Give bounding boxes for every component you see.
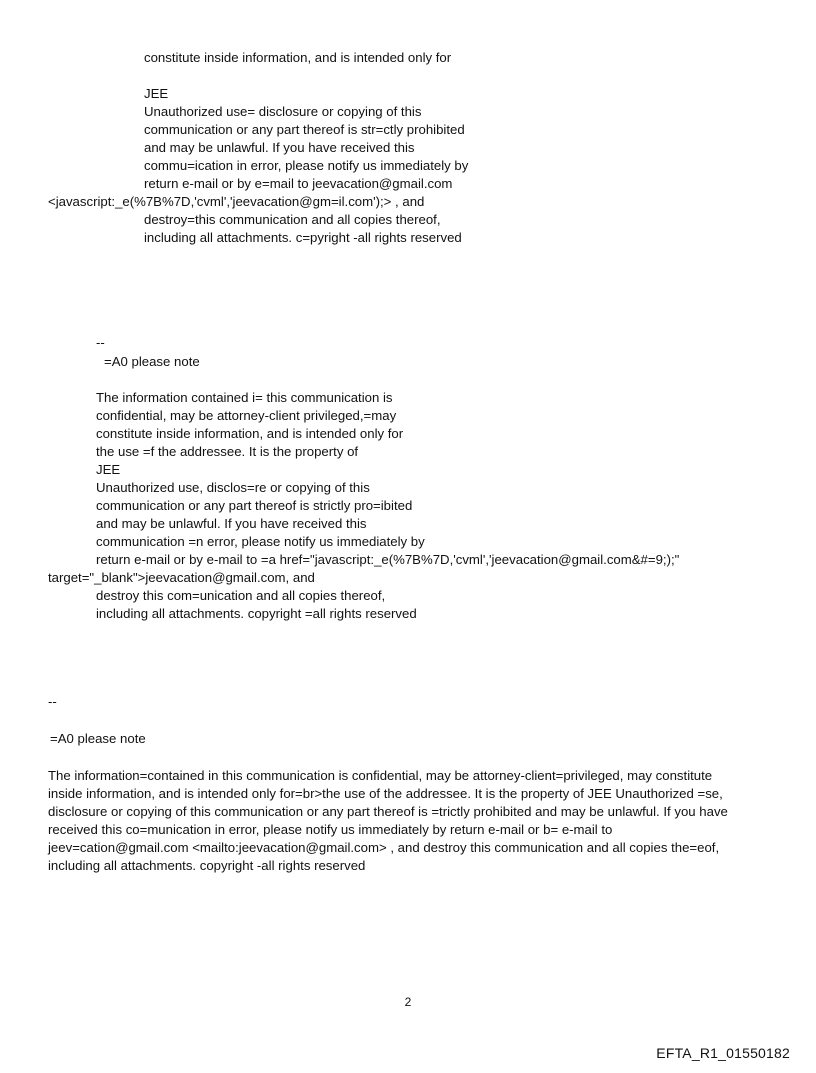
block1-line-5: and may be unlawful. If you have received this [144, 140, 415, 155]
block1-line-9: destroy=this communication and all copies thereof, [144, 212, 441, 227]
block1-line-8: <javascript:_e(%7B%7D,'cvml','jeevacation@gm=il.com');> , and [48, 194, 425, 209]
block2-line-11: target="_blank">jeevacation@gmail.com, and [48, 570, 315, 585]
block1-line-1: constitute inside information, and is intended only for [144, 50, 452, 65]
block1-line-3: Unauthorized use= disclosure or copying of this [144, 104, 422, 119]
block3-line-4: received this co=munication in error, please notify us immediately by return e-mail or b= e-mail to [48, 822, 613, 837]
block2-line-9: communication =n error, please notify us immediately by [96, 534, 425, 549]
block1-line-10: including all attachments. c=pyright -all rights reserved [144, 230, 462, 245]
block3-line-5: jeev=cation@gmail.com <mailto:jeevacation@gmail.com> , and destroy this communication and all copies the=eof, [48, 840, 720, 855]
block2-please-note: =A0 please note [104, 354, 200, 369]
block2-line-10: return e-mail or by e-mail to =a href="javascript:_e(%7B%7D,'cvml','jeevacation@gmail.com&#=9;);" [96, 552, 680, 567]
block2-separator: -- [96, 335, 105, 350]
block2-line-13: including all attachments. copyright =all rights reserved [96, 606, 417, 621]
block2-line-12: destroy this com=unication and all copies thereof, [96, 588, 386, 603]
block1-line-7: return e-mail or by e=mail to jeevacation@gmail.com [144, 176, 453, 191]
block3-line-2: inside information, and is intended only for=br>the use of the addressee. It is the property of JEE Unauthorized =se, [48, 786, 723, 801]
block3-please-note: =A0 please note [50, 731, 146, 746]
block2-line-4: the use =f the addressee. It is the property of [96, 444, 359, 459]
page-number: 2 [404, 995, 412, 1009]
block2-line-1: The information contained i= this communication is [96, 390, 393, 405]
block3-line-3: disclosure or copying of this communication or any part thereof is =trictly prohibited and may be unlawful. If you have [48, 804, 728, 819]
block3-line-1: The information=contained in this communication is confidential, may be attorney-client=privileged, may constitute [48, 768, 713, 783]
block3-separator: -- [48, 694, 57, 709]
block2-line-8: and may be unlawful. If you have received this [96, 516, 367, 531]
block2-line-3: constitute inside information, and is intended only for [96, 426, 404, 441]
block3-line-6: including all attachments. copyright -all rights reserved [48, 858, 366, 873]
block1-line-4: communication or any part thereof is str=ctly prohibited [144, 122, 465, 137]
block1-line-6: commu=ication in error, please notify us immediately by [144, 158, 469, 173]
document-id: EFTA_R1_01550182 [656, 1045, 790, 1061]
block2-line-7: communication or any part thereof is strictly pro=ibited [96, 498, 413, 513]
block1-line-2: JEE [144, 86, 169, 101]
block2-line-5: JEE [96, 462, 121, 477]
block2-line-2: confidential, may be attorney-client privileged,=may [96, 408, 397, 423]
block2-line-6: Unauthorized use, disclos=re or copying of this [96, 480, 370, 495]
